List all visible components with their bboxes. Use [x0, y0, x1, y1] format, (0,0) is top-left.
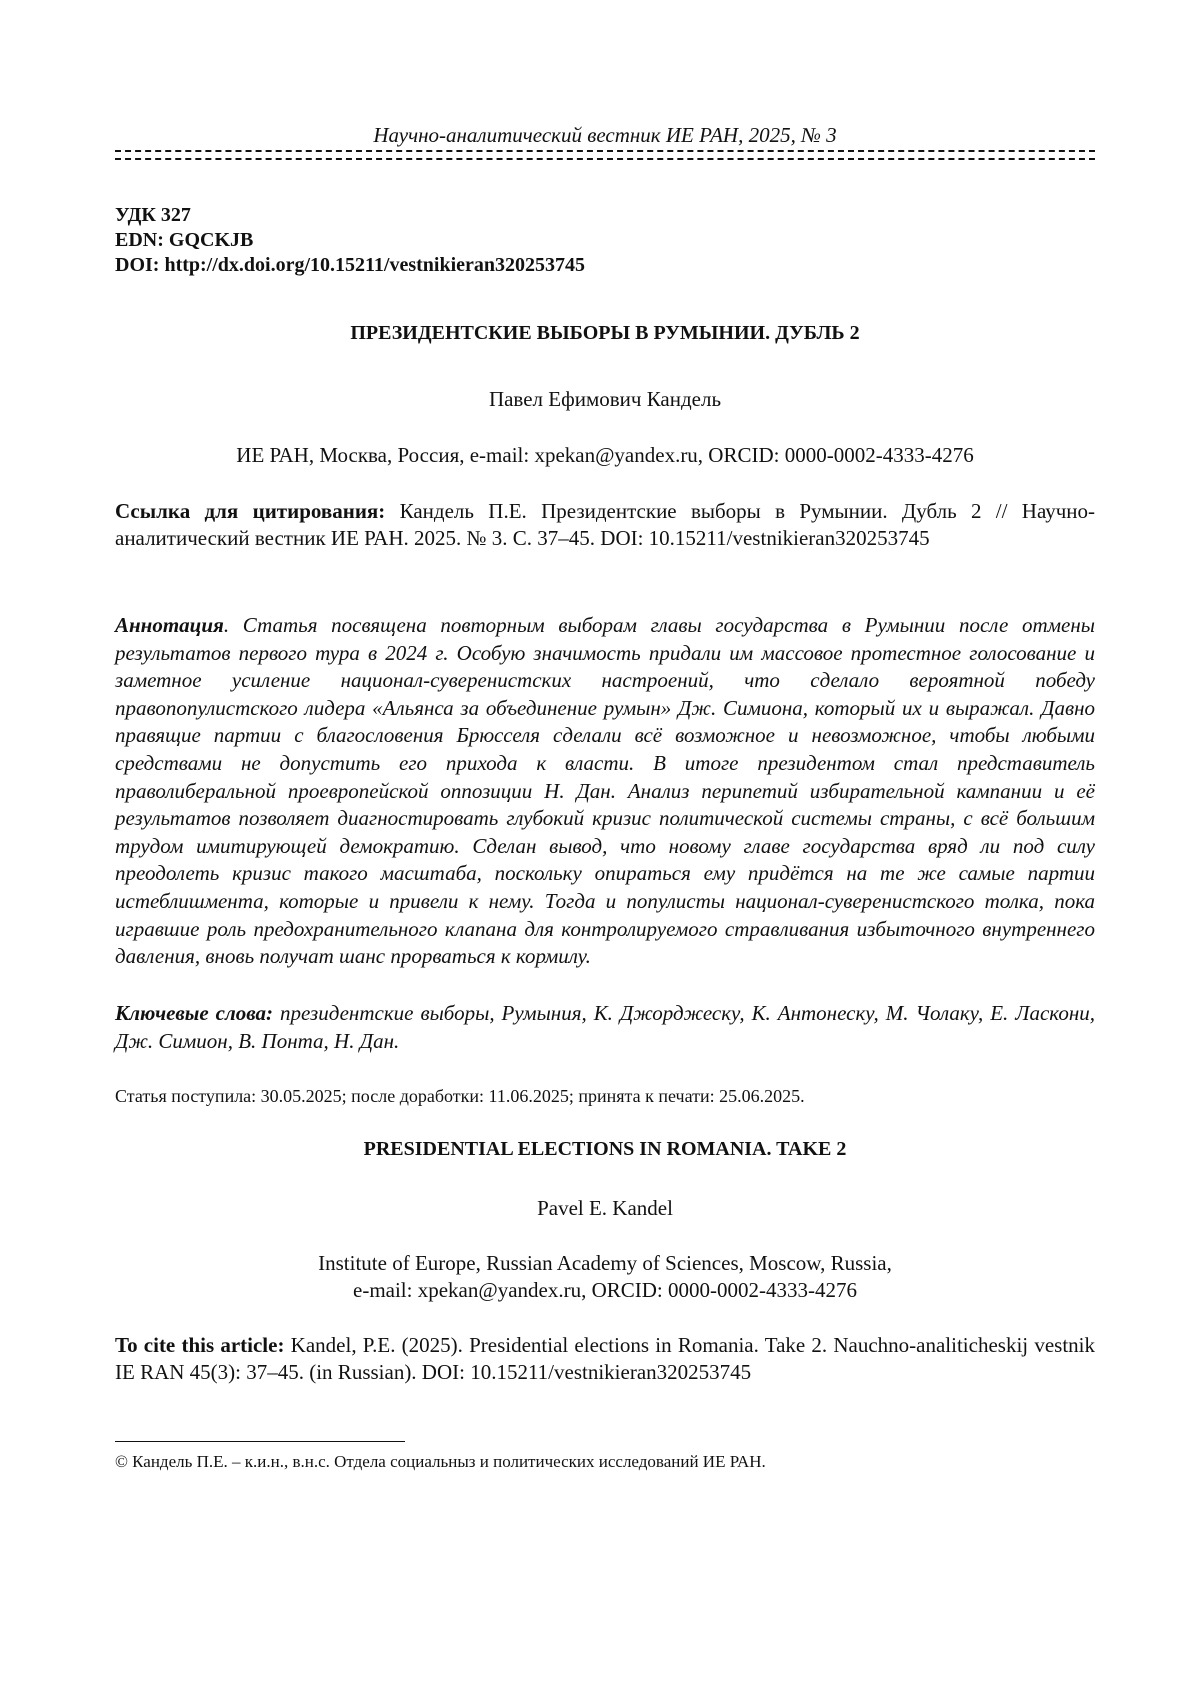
ru-author-name: Павел Ефимович Кандель [488, 387, 722, 411]
edn-code: EDN: GQCKJB [115, 229, 254, 251]
en-affiliation-line-2: e-mail: xpekan@yandex.ru, ORCID: 0000-0002-4333-4276 [353, 1278, 857, 1302]
ru-citation-text: Кандель П.Е. Президентские выборы в Румынии. Дубль 2 // Научно-аналитический вестник ИЕ РАН. 2025. № 3. С. 37–45. DOI: 10.15211/vestnikieran320253745 [115, 499, 1096, 550]
en-author-name: Pavel E. Kandel [537, 1196, 673, 1220]
journal-running-head: Научно-аналитический вестник ИЕ РАН, 2025, № 3 [373, 123, 837, 147]
ru-keywords-label: Ключевые слова: [115, 1001, 274, 1025]
ru-keywords [115, 1000, 1095, 1055]
ru-abstract-label: Аннотация [115, 613, 224, 637]
identifiers [115, 203, 1095, 278]
en-citation [115, 1332, 1095, 1386]
ru-citation [115, 498, 1095, 552]
footnote-separator [115, 1441, 405, 1442]
author-footnote: © Кандель П.Е. – к.и.н., в.н.с. Отдела социальныз и политических исследований ИЕ РАН. [115, 1452, 766, 1471]
ru-keywords-text: президентские выборы, Румыния, К. Джорджеску, К. Антонеску, М. Чолаку, Е. Ласкони, Дж. Симион, В. Понта, Н. Дан. [115, 1001, 1095, 1053]
ru-citation-label: Ссылка для цитирования: [115, 499, 386, 523]
doi-link[interactable]: DOI: http://dx.doi.org/10.15211/vestnikieran320253745 [115, 254, 586, 276]
en-citation-text: Kandel, P.E. (2025). Presidential elections in Romania. Take 2. Nauchno-analiticheskij vestnik IE RAN 45(3): 37–45. (in Russian). DOI: 10.15211/vestnikieran320253745 [115, 1333, 1095, 1384]
submission-dates: Статья поступила: 30.05.2025; после доработки: 11.06.2025; принята к печати: 25.06.2025. [115, 1086, 805, 1106]
ru-article-title: ПРЕЗИДЕНТСКИЕ ВЫБОРЫ В РУМЫНИИ. ДУБЛЬ 2 [350, 322, 860, 344]
en-citation-label: To cite this article: [115, 1333, 285, 1357]
en-affiliation [115, 1250, 1095, 1304]
ru-affiliation: ИЕ РАН, Москва, Россия, e-mail: xpekan@yandex.ru, ORCID: 0000-0002-4333-4276 [236, 443, 974, 467]
en-article-title: PRESIDENTIAL ELECTIONS IN ROMANIA. TAKE 2 [363, 1138, 847, 1160]
ru-abstract [115, 612, 1095, 971]
header-double-rule [115, 150, 1095, 160]
ru-abstract-text: . Статья посвящена повторным выборам главы государства в Румынии после отмены результатов первого тура в 2024 г. Особую значимость придали им массовое протестное голосование и заметное усиление национал-суверенистских настроений, что сделало вероятной победу правопопулистского лидера «Альянса за объединение румын» Дж. Симиона, который их и выражал. Давно правящие партии с благословения Брюсселя сделали всё возможное и невозможное, чтобы любыми средствами не допустить его прихода к власти. В итоге президентом стал представитель праволиберальной проевропейской оппозиции Н. Дан. Анализ перипетий избирательной кампании и её результатов позволяет диагностировать глубокий кризис политической системы страны, с всё большим трудом имитирующей демократию. Сделан вывод, что новому главе государства вряд ли под силу преодолеть кризис такого масштаба, поскольку опираться ему придётся на те же самые партии истеблишмента, которые и привели к нему. Тогда и популисты национал-суверенистского толка, пока игравшие роль предохранительного клапана для контролируемого стравливания избыточного внутреннего давления, вновь получат шанс прорваться к кормилу. [115, 613, 1095, 969]
en-affiliation-line-1: Institute of Europe, Russian Academy of Sciences, Moscow, Russia, [318, 1251, 892, 1275]
udk-code: УДК 327 [115, 204, 191, 226]
